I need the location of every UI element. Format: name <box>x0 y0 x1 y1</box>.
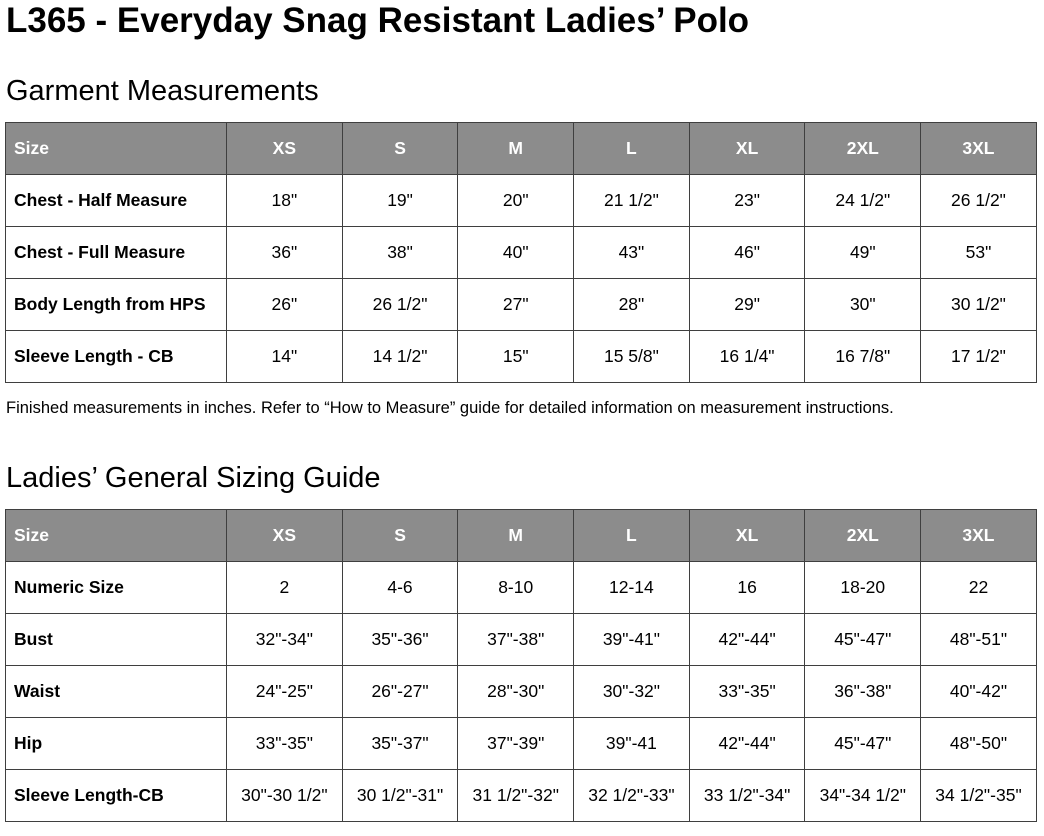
column-header-size: Size <box>6 123 227 175</box>
table-cell: 35"-36" <box>342 614 458 666</box>
table-header-row <box>6 123 1037 175</box>
column-header-s: S <box>342 510 458 562</box>
table-row <box>6 562 1037 614</box>
table-cell: 32"-34" <box>227 614 343 666</box>
table-cell: 2 <box>227 562 343 614</box>
table-cell: 33 1/2"-34" <box>689 770 805 822</box>
table-cell: 33"-35" <box>689 666 805 718</box>
column-header-xl: XL <box>689 510 805 562</box>
table-row <box>6 614 1037 666</box>
measurement-note: Finished measurements in inches. Refer to “How to Measure” guide for detailed information on measurement instructions. <box>6 399 894 417</box>
table-cell: 48"-50" <box>921 718 1037 770</box>
table-cell: 37"-39" <box>458 718 574 770</box>
table-cell: 4-6 <box>342 562 458 614</box>
table-cell: 18-20 <box>805 562 921 614</box>
row-label: Bust <box>6 614 227 666</box>
row-label: Hip <box>6 718 227 770</box>
table-cell: 16 1/4" <box>689 331 805 383</box>
sizing-guide-heading: Ladies’ General Sizing Guide <box>6 462 381 494</box>
column-header-xs: XS <box>227 510 343 562</box>
column-header-m: M <box>458 123 574 175</box>
table-cell: 30 1/2"-31" <box>342 770 458 822</box>
table-cell: 33"-35" <box>227 718 343 770</box>
table-cell: 20" <box>458 175 574 227</box>
table-cell: 26"-27" <box>342 666 458 718</box>
garment-measurements-table <box>5 122 1037 383</box>
garment-measurements-heading: Garment Measurements <box>6 75 319 107</box>
column-header-2xl: 2XL <box>805 510 921 562</box>
table-cell: 46" <box>689 227 805 279</box>
table-cell: 24 1/2" <box>805 175 921 227</box>
table-cell: 18" <box>227 175 343 227</box>
row-label: Chest - Full Measure <box>6 227 227 279</box>
table-cell: 53" <box>921 227 1037 279</box>
table-cell: 39"-41" <box>574 614 690 666</box>
table-cell: 15" <box>458 331 574 383</box>
table-cell: 14 1/2" <box>342 331 458 383</box>
row-label: Chest - Half Measure <box>6 175 227 227</box>
table-cell: 26" <box>227 279 343 331</box>
table-cell: 30"-30 1/2" <box>227 770 343 822</box>
table-cell: 21 1/2" <box>574 175 690 227</box>
table-cell: 28" <box>574 279 690 331</box>
row-label: Waist <box>6 666 227 718</box>
table-cell: 14" <box>227 331 343 383</box>
column-header-m: M <box>458 510 574 562</box>
table-cell: 32 1/2"-33" <box>574 770 690 822</box>
table-cell: 29" <box>689 279 805 331</box>
table-row <box>6 279 1037 331</box>
table-cell: 40"-42" <box>921 666 1037 718</box>
table-cell: 27" <box>458 279 574 331</box>
table-cell: 40" <box>458 227 574 279</box>
row-label: Numeric Size <box>6 562 227 614</box>
row-label: Sleeve Length-CB <box>6 770 227 822</box>
table-row <box>6 175 1037 227</box>
table-row <box>6 331 1037 383</box>
table-cell: 19" <box>342 175 458 227</box>
table-cell: 12-14 <box>574 562 690 614</box>
column-header-3xl: 3XL <box>921 510 1037 562</box>
table-cell: 34 1/2"-35" <box>921 770 1037 822</box>
table-row <box>6 718 1037 770</box>
sizing-guide-table <box>5 509 1037 822</box>
column-header-xl: XL <box>689 123 805 175</box>
table-cell: 39"-41 <box>574 718 690 770</box>
table-cell: 22 <box>921 562 1037 614</box>
table-cell: 30" <box>805 279 921 331</box>
table-cell: 38" <box>342 227 458 279</box>
table-row <box>6 227 1037 279</box>
table-cell: 42"-44" <box>689 718 805 770</box>
table-cell: 24"-25" <box>227 666 343 718</box>
table-cell: 16 7/8" <box>805 331 921 383</box>
table-cell: 36"-38" <box>805 666 921 718</box>
table-cell: 15 5/8" <box>574 331 690 383</box>
table-cell: 26 1/2" <box>342 279 458 331</box>
column-header-3xl: 3XL <box>921 123 1037 175</box>
column-header-l: L <box>574 123 690 175</box>
column-header-s: S <box>342 123 458 175</box>
table-cell: 42"-44" <box>689 614 805 666</box>
table-cell: 30 1/2" <box>921 279 1037 331</box>
table-cell: 23" <box>689 175 805 227</box>
table-header-row <box>6 510 1037 562</box>
table-cell: 37"-38" <box>458 614 574 666</box>
table-cell: 16 <box>689 562 805 614</box>
table-cell: 45"-47" <box>805 718 921 770</box>
column-header-size: Size <box>6 510 227 562</box>
table-cell: 49" <box>805 227 921 279</box>
table-cell: 43" <box>574 227 690 279</box>
table-cell: 31 1/2"-32" <box>458 770 574 822</box>
table-cell: 35"-37" <box>342 718 458 770</box>
table-cell: 17 1/2" <box>921 331 1037 383</box>
table-cell: 45"-47" <box>805 614 921 666</box>
column-header-2xl: 2XL <box>805 123 921 175</box>
page-title: L365 - Everyday Snag Resistant Ladies’ Polo <box>6 1 750 40</box>
table-cell: 26 1/2" <box>921 175 1037 227</box>
row-label: Body Length from HPS <box>6 279 227 331</box>
table-cell: 36" <box>227 227 343 279</box>
table-cell: 30"-32" <box>574 666 690 718</box>
table-cell: 28"-30" <box>458 666 574 718</box>
table-row <box>6 666 1037 718</box>
column-header-xs: XS <box>227 123 343 175</box>
column-header-l: L <box>574 510 690 562</box>
table-cell: 34"-34 1/2" <box>805 770 921 822</box>
table-cell: 8-10 <box>458 562 574 614</box>
table-row <box>6 770 1037 822</box>
table-cell: 48"-51" <box>921 614 1037 666</box>
row-label: Sleeve Length - CB <box>6 331 227 383</box>
